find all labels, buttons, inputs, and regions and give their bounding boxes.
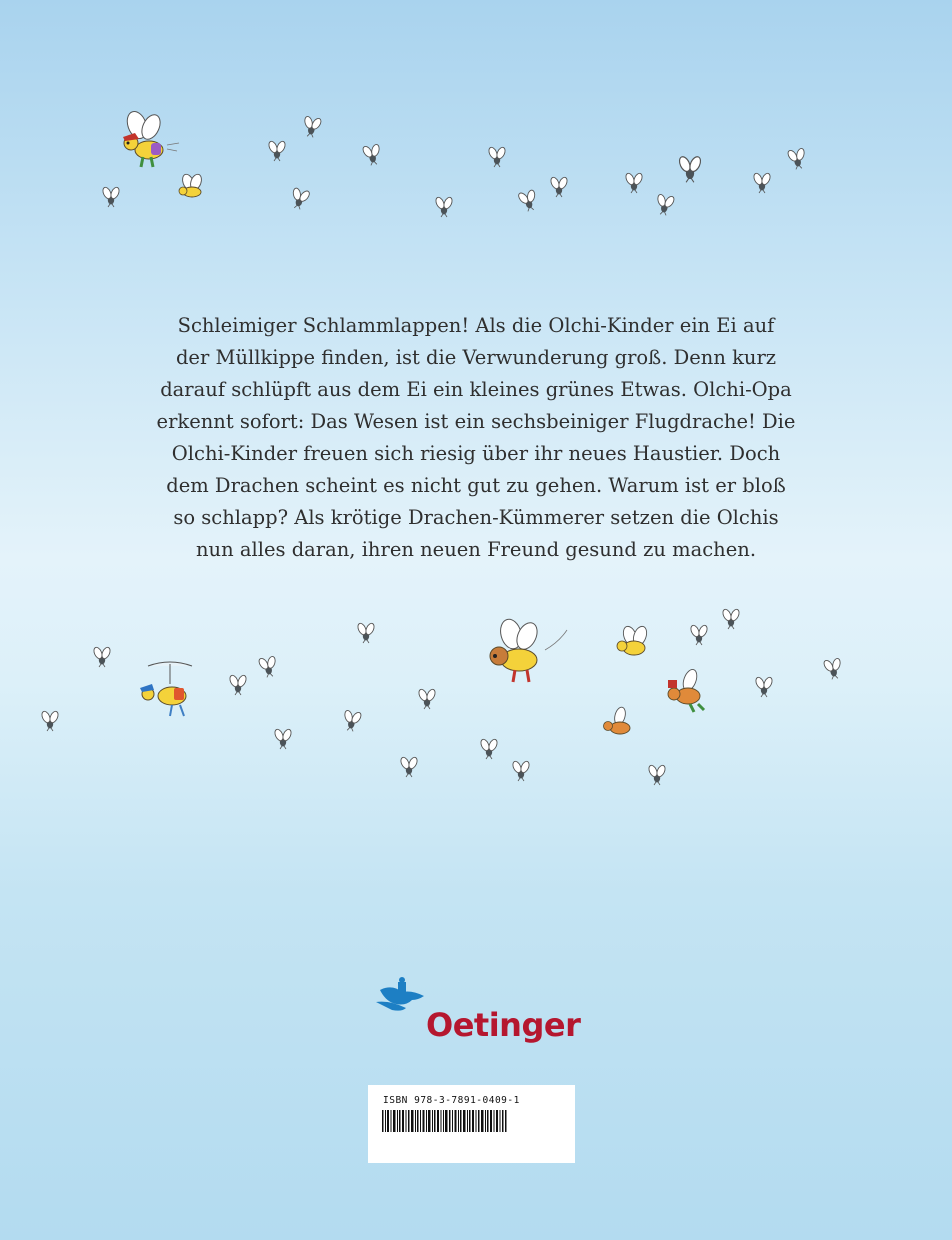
bee-character-icon: [179, 173, 203, 197]
bee-character-icon: [140, 662, 192, 716]
publisher-name: Oetinger: [426, 1006, 581, 1044]
fly-icon: [101, 186, 120, 207]
blurb-line: Schleimiger Schlammlappen! Als die Olchi-Kinder ein Ei auf: [177, 314, 775, 337]
fly-icon: [92, 646, 111, 667]
fly-icon: [516, 188, 540, 213]
fly-icon: [754, 676, 773, 697]
fly-icon: [549, 176, 568, 197]
fly-icon: [721, 608, 740, 629]
blurb-line: der Müllkippe finden, ist die Verwunderung groß. Denn kurz: [175, 346, 777, 369]
fly-icon: [341, 709, 364, 733]
fly-icon: [288, 186, 312, 211]
fly-icon: [677, 155, 702, 182]
fly-icon: [654, 193, 677, 217]
fly-icon: [399, 756, 418, 777]
blurb-line: so schlapp? Als krötige Drachen-Kümmerer setzen die Olchis: [173, 506, 779, 529]
bee-character-icon: [123, 109, 179, 167]
blurb-line: dem Drachen scheint es nicht gut zu gehen. Warum ist er bloß: [166, 474, 786, 497]
fly-icon: [228, 674, 247, 695]
fly-icon: [267, 140, 286, 161]
blurb-line: nun alles daran, ihren neuen Freund gesund zu machen.: [195, 538, 757, 561]
fly-icon: [752, 172, 771, 193]
goose-rider-icon: [376, 977, 424, 1011]
fly-icon: [689, 624, 708, 645]
fly-icon: [511, 760, 530, 781]
fly-icon: [40, 710, 59, 731]
blurb-line: darauf schlüpft aus dem Ei ein kleines grünes Etwas. Olchi-Opa: [160, 378, 792, 401]
fly-icon: [647, 764, 666, 785]
isbn-text: ISBN 978-3-7891-0409-1: [383, 1095, 520, 1106]
fly-icon: [624, 172, 643, 193]
bee-character-icon: [490, 617, 567, 682]
barcode-icon: [382, 1110, 507, 1132]
bee-character-icon: [617, 625, 649, 655]
fly-icon: [434, 196, 453, 217]
fly-icon: [356, 622, 375, 643]
fly-icon: [786, 147, 809, 171]
top-fly-swarm: [0, 90, 952, 330]
blurb-text: [150, 310, 802, 566]
fly-icon: [822, 657, 845, 681]
fly-icon: [479, 738, 498, 759]
fly-icon: [361, 143, 384, 167]
blurb-line: erkennt sofort: Das Wesen ist ein sechsbeiniger Flugdrache! Die: [156, 410, 796, 433]
fly-icon: [487, 146, 506, 167]
isbn-barcode: [368, 1085, 575, 1163]
bee-character-icon: [604, 706, 631, 734]
fly-icon: [301, 115, 324, 139]
bottom-fly-swarm: [0, 600, 952, 800]
fly-icon: [417, 688, 436, 709]
fly-icon: [257, 655, 280, 679]
blurb-line: Olchi-Kinder freuen sich riesig über ihr neues Haustier. Doch: [171, 442, 781, 465]
bee-character-icon: [668, 668, 704, 712]
fly-icon: [273, 728, 292, 749]
